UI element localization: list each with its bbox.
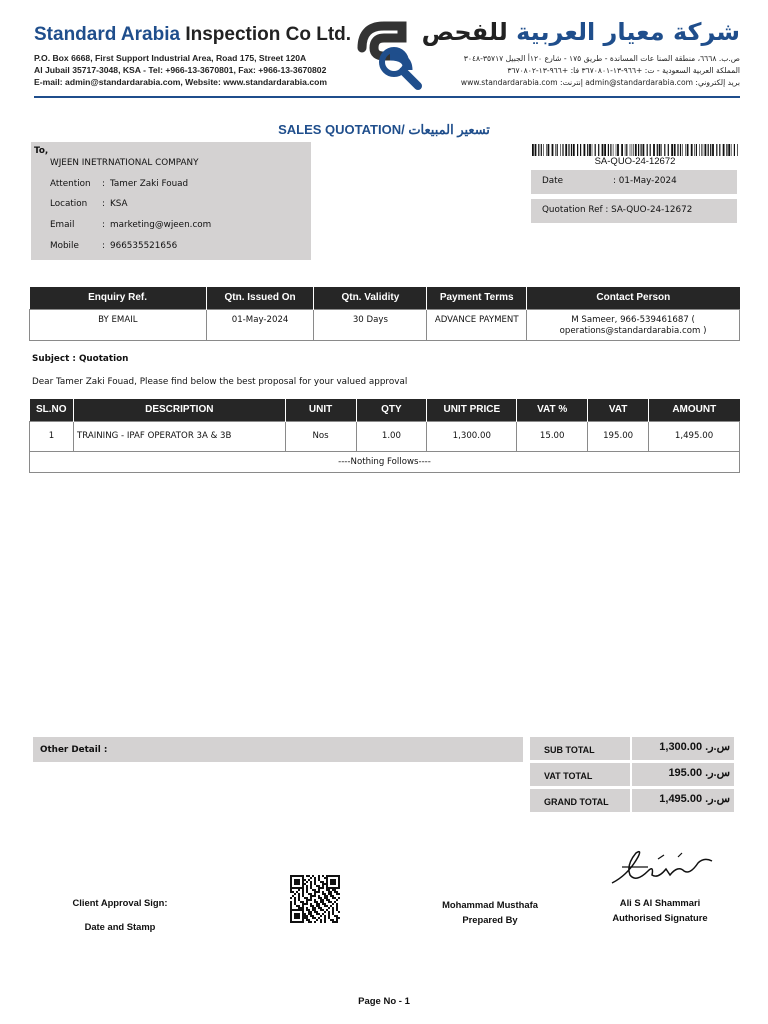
company-name	[34, 24, 351, 46]
date-stamp-label: Date and Stamp	[84, 921, 156, 932]
validity-cell: 30 Days	[314, 309, 427, 340]
enquiry-ref-cell: BY EMAIL	[30, 309, 207, 340]
to-label: To,	[34, 146, 49, 156]
recipient-email: Email : marketing@wjeen.com	[50, 220, 212, 230]
field-value: KSA	[110, 199, 128, 209]
field-value: marketing@wjeen.com	[110, 220, 212, 230]
recipient-box	[31, 142, 311, 260]
ref-label: Quotation Ref	[542, 205, 603, 215]
column-header: QTY	[356, 399, 427, 421]
recipient-location: Location : KSA	[50, 199, 128, 209]
vat-total-label: VAT TOTAL	[530, 763, 630, 786]
table-row	[30, 421, 740, 451]
sub-total-label: SUB TOTAL	[530, 737, 630, 760]
vat-total-value: 195.00 .س.ر	[632, 763, 734, 786]
column-header: UNIT PRICE	[427, 399, 517, 421]
column-header: Qtn. Issued On	[206, 287, 314, 309]
field-value: Tamer Zaki Fouad	[110, 179, 189, 189]
subject-line: Subject : Quotation	[32, 354, 129, 364]
arabic-name-black: للفحص	[421, 18, 508, 46]
arabic-name-blue: شركة معيار العربية	[516, 18, 740, 46]
column-header: Enquiry Ref.	[30, 287, 207, 309]
address-line-2: Al Jubail 35717-3048, KSA - Tel: +966-13-3670801, Fax: +966-13-3670802	[34, 65, 327, 75]
document-title: SALES QUOTATION/ تسعير المبيعات	[278, 122, 490, 137]
unit-price-cell: 1,300.00	[427, 421, 517, 451]
vat-cell: 195.00	[588, 421, 649, 451]
contact-person-cell: M Sameer, 966-539461687 ( operations@standardarabia.com )	[527, 309, 740, 340]
qr-code-icon	[290, 875, 340, 923]
date-value: 01-May-2024	[618, 176, 677, 186]
issued-on-cell: 01-May-2024	[206, 309, 314, 340]
address-line-1: P.O. Box 6668, First Support Industrial Area, Road 175, Street 120A	[34, 53, 307, 63]
preparer-role: Prepared By	[462, 914, 518, 925]
sl-no-cell: 1	[30, 421, 74, 451]
page-number: Page No - 1	[358, 996, 410, 1007]
unit-cell: Nos	[285, 421, 356, 451]
signatory-role: Authorised Signature	[612, 912, 708, 923]
items-table	[29, 399, 740, 473]
nothing-follows-row	[30, 451, 740, 472]
column-header: AMOUNT	[649, 399, 740, 421]
arabic-address-line-1: ص.ب. ٦٦٦٨، منطقة الصنا عات المساندة - طريق ١٧٥ - شارع ١٢٠أ الجبيل ٣٥٧١٧-٣٠٤٨	[463, 54, 740, 63]
company-name-black: Inspection Co Ltd.	[185, 24, 352, 45]
arabic-address-line-2: المملكة العربية السعودية - ت: +٩٦٦-١٣-٣٦٧٠٨٠١ فا: +٩٦٦-١٣-٣٦٧٠٨٠٢	[507, 66, 740, 75]
arabic-address-line-3: بريد إلكتروني: admin@standardarabia.com إنترنت: www.standardarabia.com	[460, 78, 740, 87]
nothing-follows-text: ----Nothing Follows----	[30, 451, 740, 472]
magnifier-s-logo-icon	[352, 20, 428, 90]
sub-total-value: 1,300.00 .س.ر	[632, 737, 734, 760]
amount-cell: 1,495.00	[649, 421, 740, 451]
table-row	[30, 309, 740, 340]
signatory-name: Ali S Al Shammari	[619, 897, 701, 908]
column-header: Contact Person	[527, 287, 740, 309]
grand-total-label: GRAND TOTAL	[530, 789, 630, 812]
items-header-row	[30, 399, 740, 421]
field-key: Mobile	[50, 241, 79, 251]
field-key: Email	[50, 220, 75, 230]
vat-percent-cell: 15.00	[517, 421, 588, 451]
field-key: Location	[50, 199, 88, 209]
arabic-company-name	[422, 18, 740, 46]
grand-total-value: 1,495.00 .س.ر	[632, 789, 734, 812]
payment-terms-cell: ADVANCE PAYMENT	[427, 309, 527, 340]
client-approval-label: Client Approval Sign:	[72, 897, 168, 908]
barcode-text: SA-QUO-24-12672	[594, 156, 676, 167]
date-label: Date	[542, 176, 564, 186]
recipient-mobile: Mobile : 966535521656	[50, 241, 178, 251]
recipient-attention: Attention : Tamer Zaki Fouad	[50, 179, 189, 189]
field-key: Attention	[50, 179, 91, 189]
qty-cell: 1.00	[356, 421, 427, 451]
address-line-3: E-mail: admin@standardarabia.com, Website: www.standardarabia.com	[34, 77, 328, 87]
quotation-ref-box: Quotation Ref : SA-QUO-24-12672	[531, 199, 737, 223]
enquiry-header-row	[30, 287, 740, 309]
header-divider	[34, 96, 740, 98]
column-header: VAT	[588, 399, 649, 421]
column-header: Payment Terms	[427, 287, 527, 309]
column-header: Qtn. Validity	[314, 287, 427, 309]
column-header: DESCRIPTION	[73, 399, 285, 421]
date-box: Date : 01-May-2024	[531, 170, 737, 194]
field-value: 966535521656	[110, 241, 178, 251]
enquiry-table	[29, 287, 740, 341]
company-name-blue: Standard Arabia	[34, 24, 181, 45]
other-detail-box: Other Detail :	[33, 737, 523, 762]
column-header: VAT %	[517, 399, 588, 421]
greeting-line: Dear Tamer Zaki Fouad, Please find below the best proposal for your valued approval	[32, 377, 408, 387]
barcode-icon	[532, 144, 738, 156]
description-cell: TRAINING - IPAF OPERATOR 3A & 3B	[73, 421, 285, 451]
preparer-name: Mohammad Musthafa	[442, 899, 538, 910]
column-header: UNIT	[285, 399, 356, 421]
ref-value: SA-QUO-24-12672	[611, 205, 693, 215]
handwritten-signature-icon	[608, 845, 720, 891]
column-header: SL.NO	[30, 399, 74, 421]
recipient-company: WJEEN INETRNATIONAL COMPANY	[50, 158, 199, 168]
